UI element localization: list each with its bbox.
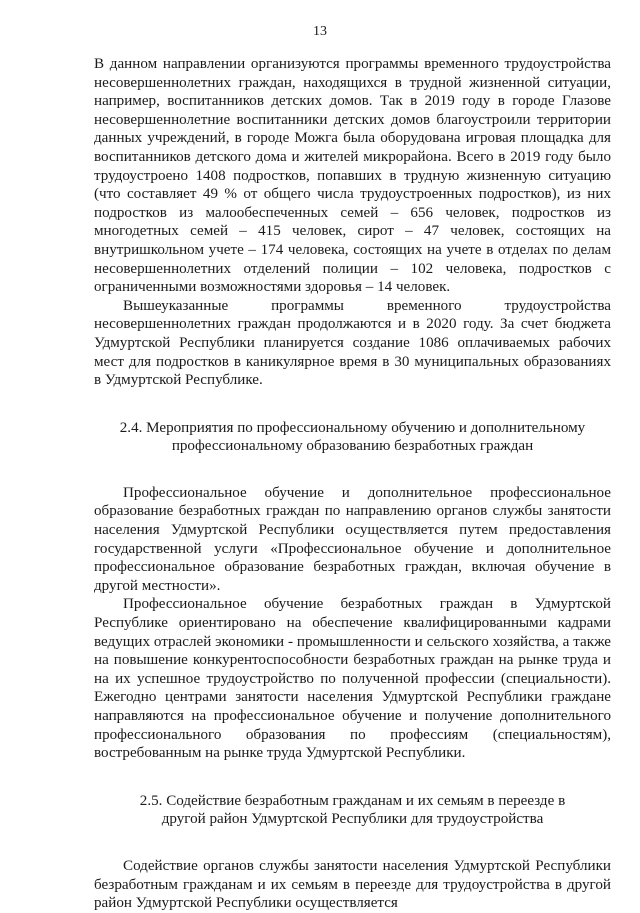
document-body — [94, 55, 611, 913]
paragraph-professional-training-service: Профессиональное обучение и дополнительное профессиональное образование безработных граждан по направлению органов службы занятости населения Удмуртской Республики осуществляется путем предоставления государственной услуги «Профессиональное обучение и дополнительное профессиональное образование безработных граждан, включая обучение в другой местности». — [94, 484, 611, 594]
paragraph-temporary-employment-programs: В данном направлении организуются программы временного трудоустройства несовершеннолетних граждан, находящихся в трудной жизненной ситуации, например, воспитанников детских домов. Так в 2019 году в городе Глазове несовершеннолетние воспитанники детских домов благоустроили территории данных учреждений, в городе Можга была оборудована игровая площадка для воспитанников детского дома и жителей микрорайона. Всего в 2019 году было трудоустроено 1408 подростков, попавших в трудную жизненную ситуацию (что составляет 49 % от общего числа трудоустроенных подростков), из них подростков из малообеспеченных семей – 656 человек, подростков из многодетных семей – 415 человек, сирот – 47 человек, состоящих на внутришкольном учете – 174 человека, состоящих на учете в отделах по делам несовершеннолетних отделений полиции – 102 человека, подростков с ограниченными возможностями здоровья – 14 человек. — [94, 56, 611, 296]
paragraph-relocation-assistance: Содействие органов службы занятости населения Удмуртской Республики безработным гражданам и их семьям в переезде для трудоустройства в другой район Удмуртской Республики осуществляется — [94, 857, 611, 912]
section-heading-2-4: 2.4. Мероприятия по профессиональному обучению и дополнительному профессиональному образованию безработных граждан — [119, 419, 586, 455]
page-number: 13 — [313, 24, 327, 39]
paragraph-training-orientation: Профессиональное обучение безработных граждан в Удмуртской Республике ориентировано на обеспечение квалифицированными кадрами ведущих отраслей экономики - промышленности и сельского хозяйства, а также на повышение конкурентоспособности безработных граждан на рынке труда и на их успешное трудоустройство по полученной профессии (специальности). Ежегодно центрами занятости населения Удмуртской Республики граждане направляются на профессиональное обучение и получение дополнительного профессионального образования по профессиям (специальностям), востребованным на рынке труда Удмуртской Республики. — [94, 596, 611, 762]
section-heading-2-5: 2.5. Содействие безработным гражданам и их семьям в переезде в другой район Удмуртской Республики для трудоустройства — [139, 792, 566, 828]
paragraph-programs-continue-2020: Вышеуказанные программы временного трудоустройства несовершеннолетних граждан продолжаются и в 2020 году. За счет бюджета Удмуртской Республики планируется создание 1086 оплачиваемых рабочих мест для подростков в каникулярное время в 30 муниципальных образованиях в Удмуртской Республике. — [94, 297, 611, 389]
